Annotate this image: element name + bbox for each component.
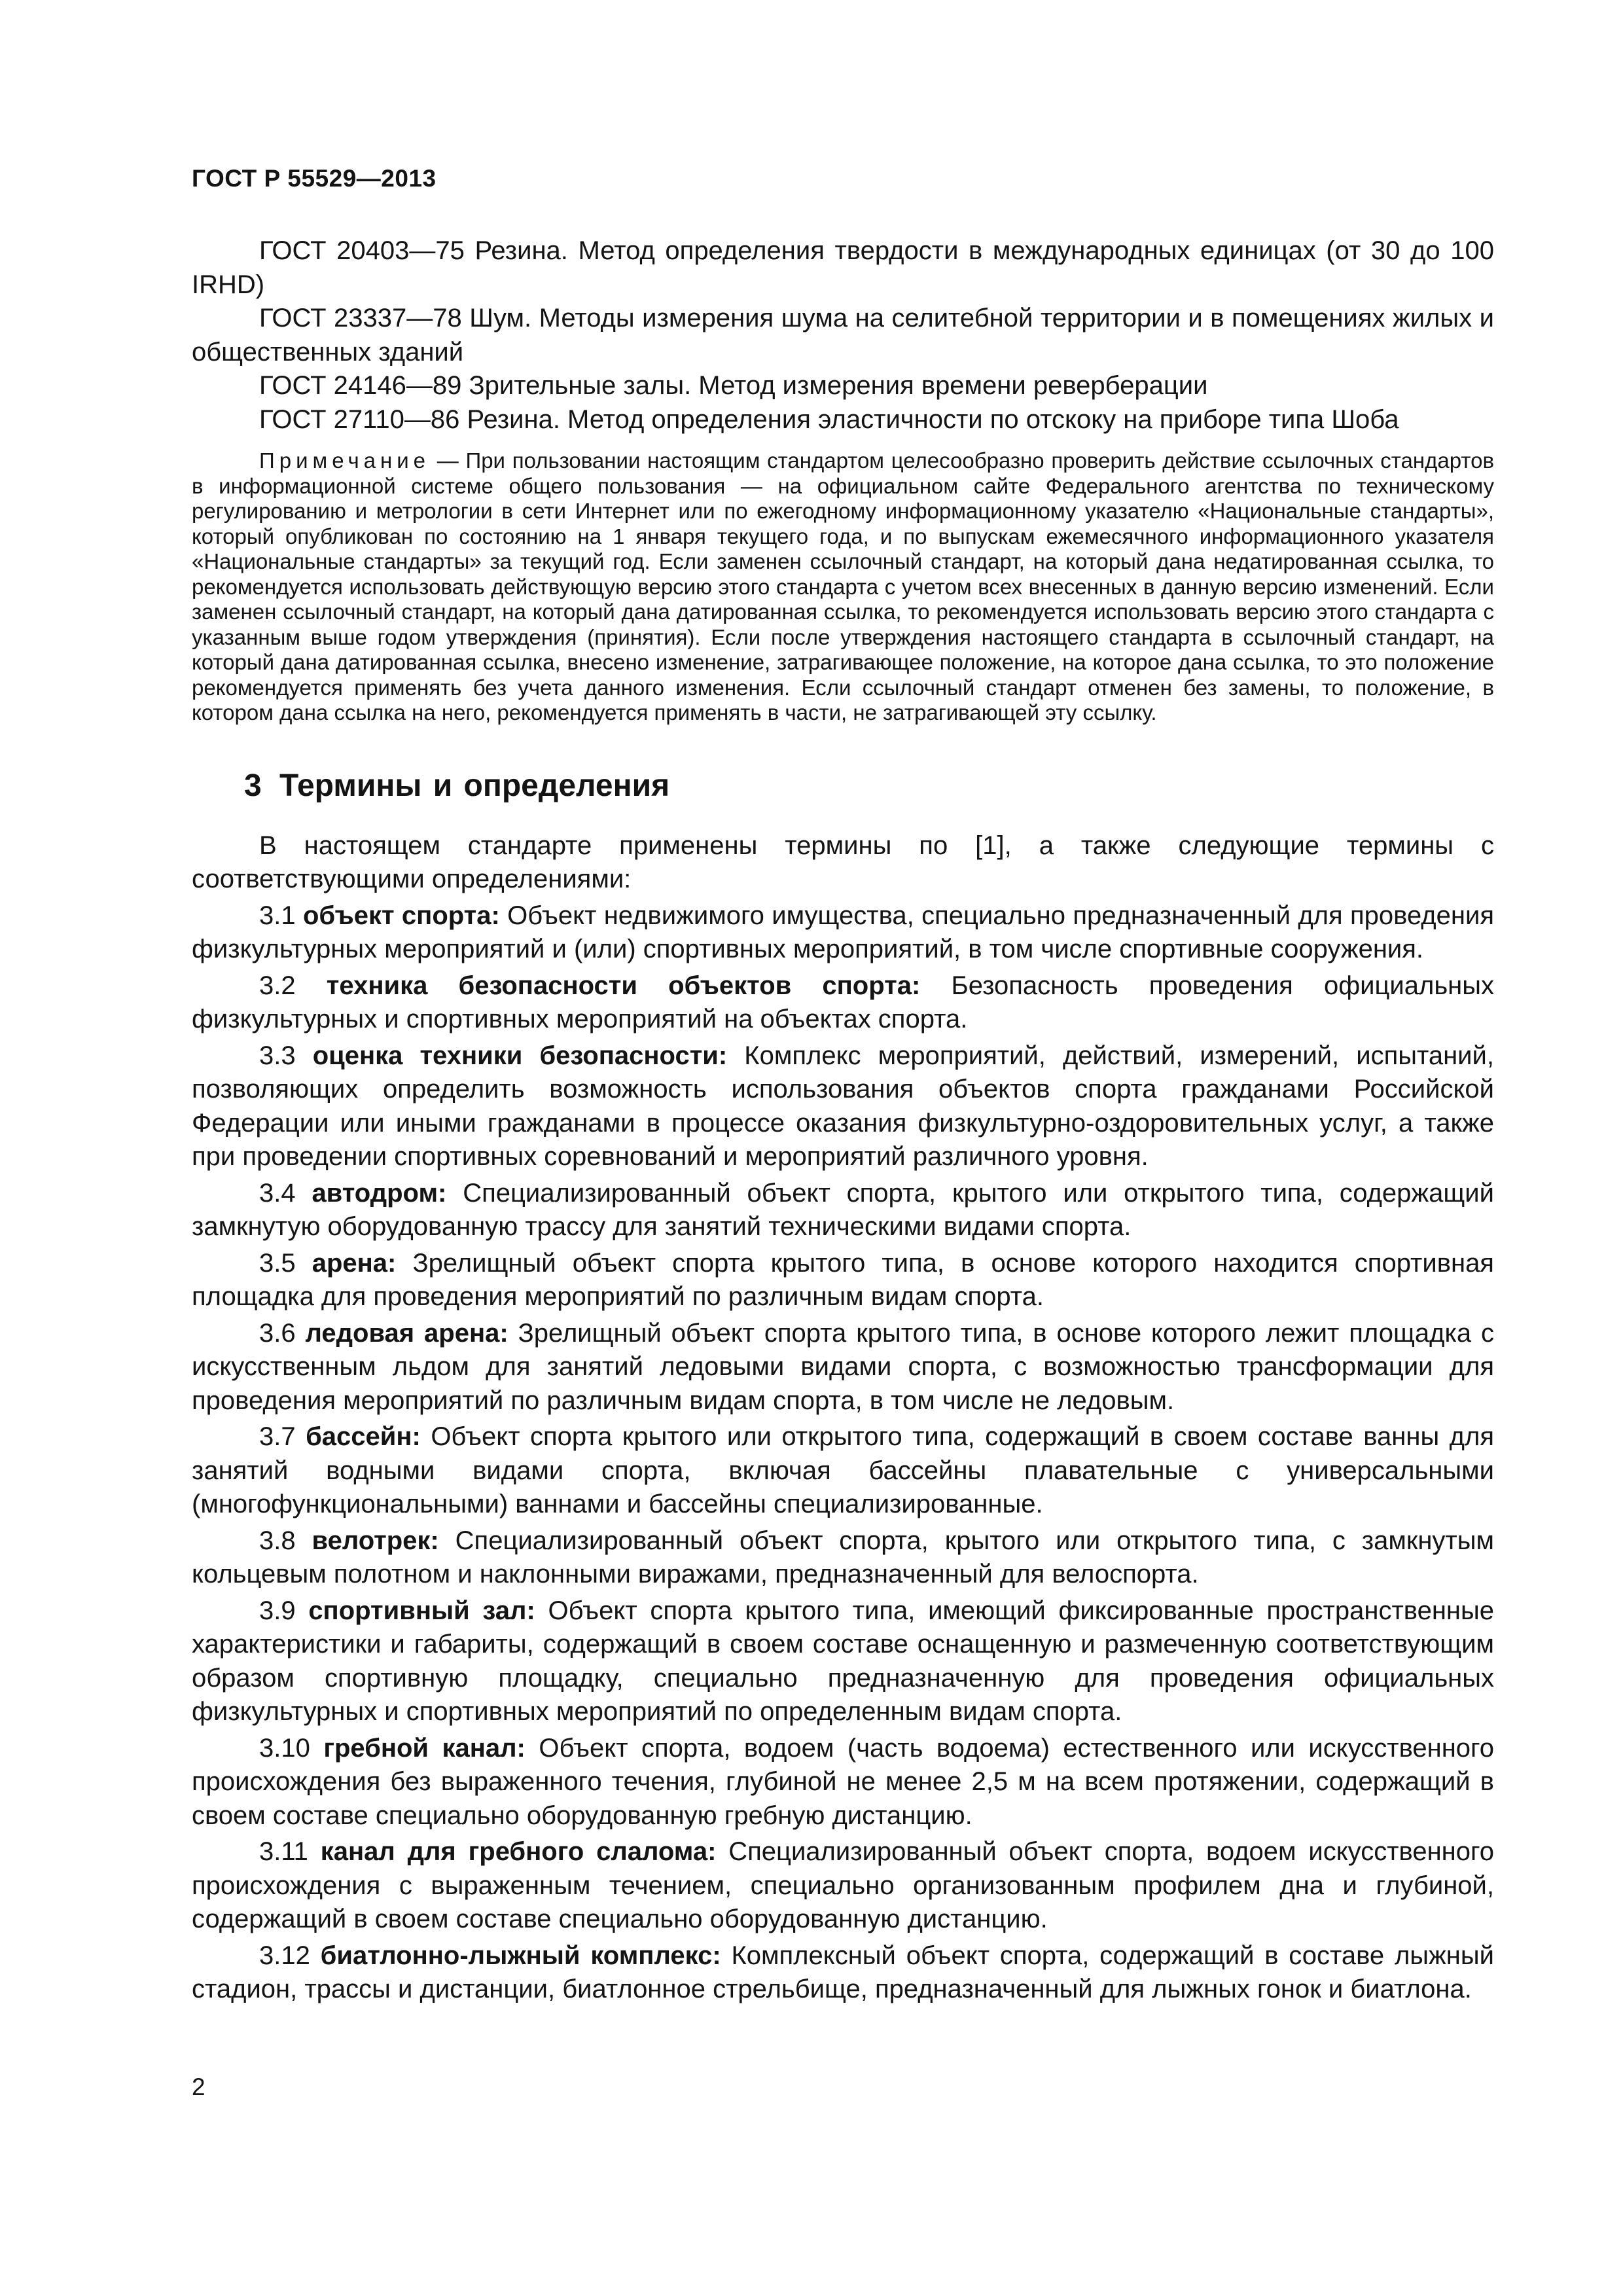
term-entry	[192, 1524, 1494, 1592]
reference-code: ГОСТ 24146—89	[259, 371, 462, 400]
term-number: 3.11	[259, 1837, 308, 1866]
term-definition: Объект недвижимого имущества, специально предназначенный для проведения физкультурных мероприятий и (или) спортивных мероприятий, в том числе спортивные сооружения.	[192, 901, 1494, 963]
reference-title: Зрительные залы. Метод измерения времени реверберации	[469, 371, 1208, 400]
standard-header: ГОСТ Р 55529—2013	[192, 165, 437, 192]
term-definition: Объект спорта крытого типа, имеющий фиксированные пространственные характеристики и габариты, содержащий в своем составе оснащенную и размеченную соответствующим образом спортивную площадку, специально предназначенную для проведения официальных физкультурных и спортивных мероприятий по определенным видам спорта.	[192, 1596, 1494, 1726]
reference-title: Резина. Метод определения эластичности по отскоку на приборе типа Шоба	[467, 404, 1399, 434]
term-number: 3.5	[259, 1248, 296, 1278]
term-entry	[192, 1939, 1494, 2007]
term-number: 3.10	[259, 1733, 310, 1763]
term-definition: Безопасность проведения официальных физкультурных и спортивных мероприятий на объектах спорта.	[192, 971, 1494, 1033]
term-number: 3.8	[259, 1526, 296, 1555]
term-entry	[192, 1247, 1494, 1314]
section-heading	[192, 768, 1494, 804]
term-name: канал для гребного слалома:	[320, 1837, 717, 1866]
term-name: биатлонно-лыжный комплекс:	[320, 1941, 721, 1970]
page-number: 2	[192, 2073, 205, 2100]
reference-item	[192, 369, 1494, 403]
reference-item	[192, 403, 1494, 437]
term-number: 3.2	[259, 971, 296, 1000]
term-definition: Зрелищный объект спорта крытого типа, в основе которого лежит площадка с искусственным льдом для занятий ледовыми видами спорта, с возможностью трансформации для проведения мероприятий по различным видам спорта, в том числе не ледовым.	[192, 1318, 1494, 1415]
term-definition: Комплексный объект спорта, содержащий в составе лыжный стадион, трассы и дистанции, биатлонное стрельбище, предназначенный для лыжных гонок и биатлона.	[192, 1941, 1494, 2003]
term-entry	[192, 1317, 1494, 1418]
reference-code: ГОСТ 23337—78	[259, 304, 462, 332]
section-title: Термины и определения	[279, 768, 670, 803]
reference-title: Шум. Методы измерения шума на селитебной территории и в помещениях жилых и общественных зданий	[192, 304, 1494, 367]
term-entry	[192, 969, 1494, 1037]
term-entry	[192, 1732, 1494, 1833]
term-number: 3.3	[259, 1041, 296, 1070]
term-entry	[192, 1835, 1494, 1937]
reference-code: ГОСТ 27110—86	[259, 404, 460, 434]
reference-item	[192, 302, 1494, 369]
reference-title: Резина. Метод определения твердости в международных единицах (от 30 до 100 IRHD)	[192, 236, 1494, 299]
term-number: 3.6	[259, 1318, 296, 1348]
section-intro: В настоящем стандарте применены термины по [1], а также следующие термины с соответствующими определениями:	[192, 831, 1494, 893]
term-entry	[192, 1039, 1494, 1174]
term-name: автодром:	[312, 1178, 447, 1208]
term-name: оценка техники безопасности:	[312, 1041, 728, 1070]
term-number: 3.7	[259, 1422, 296, 1451]
term-definition: Комплекс мероприятий, действий, измерений, испытаний, позволяющих определить возможность использования объектов спорта гражданами Российской Федерации или иными гражданами в процессе оказания физкультурно-оздоровительных услуг, а также при проведении спортивных соревнований и мероприятий различного уровня.	[192, 1041, 1494, 1171]
term-entry	[192, 899, 1494, 967]
note-block	[192, 448, 1494, 726]
term-entry	[192, 1594, 1494, 1729]
term-name: велотрек:	[312, 1526, 439, 1555]
document-page	[192, 0, 1494, 2296]
document-body	[192, 234, 1494, 2007]
term-number: 3.1	[259, 901, 296, 930]
term-name: объект спорта:	[302, 901, 500, 930]
term-entry	[192, 1177, 1494, 1244]
term-definition: Зрелищный объект спорта крытого типа, в основе которого находится спортивная площадка для проведения мероприятий по различным видам спорта.	[192, 1248, 1494, 1311]
term-definition: Специализированный объект спорта, водоем искусственного происхождения с выраженным течением, специально организованным профилем дна и глубиной, содержащий в своем составе специально оборудованную дистанцию.	[192, 1837, 1494, 1933]
term-number: 3.9	[259, 1596, 296, 1625]
term-definition: Специализированный объект спорта, крытого или открытого типа, с замкнутым кольцевым полотном и наклонными виражами, предназначенный для велоспорта.	[192, 1526, 1494, 1588]
note-label: Примечание	[259, 448, 431, 473]
term-name: техника безопасности объектов спорта:	[326, 971, 921, 1000]
reference-code: ГОСТ 20403—75	[259, 236, 465, 265]
term-name: бассейн:	[306, 1422, 421, 1451]
term-definition: Объект спорта крытого или открытого типа, содержащий в своем составе ванны для занятий водными видами спорта, включая бассейны плавательные с универсальными (многофункциональными) ваннами и бассейны специализированные.	[192, 1422, 1494, 1518]
term-number: 3.4	[259, 1178, 296, 1208]
section-number: 3	[244, 768, 262, 803]
note-text: — При пользовании настоящим стандартом целесообразно проверить действие ссылочных стандартов в информационной системе общего пользования — на официальном сайте Федерального агентства по техническому регулированию и метрологии в сети Интернет или по ежегодному информационному указателю «Национальные стандарты», который опубликован по состоянию на 1 января текущего года, и по выпускам ежемесячного информационного указателя «Национальные стандарты» за текущий год. Если заменен ссылочный стандарт, на который дана недатированная ссылка, то рекомендуется использовать действующую версию этого стандарта с учетом всех внесенных в данную версию изменений. Если заменен ссылочный стандарт, на который дана датированная ссылка, то рекомендуется использовать версию этого стандарта с указанным выше годом утверждения (принятия). Если после утверждения настоящего стандарта в ссылочный стандарт, на который дана датированная ссылка, внесено изменение, затрагивающее положение, на которое дана ссылка, то это положение рекомендуется применять без учета данного изменения. Если ссылочный стандарт отменен без замены, то положение, в котором дана ссылка на него, рекомендуется применять в части, не затрагивающей эту ссылку.	[192, 448, 1494, 725]
term-definition: Объект спорта, водоем (часть водоема) естественного или искусственного происхождения без выраженного течения, глубиной не менее 2,5 м на всем протяжении, содержащий в своем составе специально оборудованную гребную дистанцию.	[192, 1733, 1495, 1830]
reference-item	[192, 234, 1494, 302]
term-entry	[192, 1420, 1494, 1522]
term-name: спортивный зал:	[308, 1596, 535, 1625]
term-name: ледовая арена:	[305, 1318, 508, 1348]
term-name: арена:	[312, 1248, 397, 1278]
term-number: 3.12	[259, 1941, 310, 1970]
term-definition: Специализированный объект спорта, крытого или открытого типа, содержащий замкнутую оборудованную трассу для занятий техническими видами спорта.	[192, 1178, 1494, 1241]
term-name: гребной канал:	[323, 1733, 526, 1763]
